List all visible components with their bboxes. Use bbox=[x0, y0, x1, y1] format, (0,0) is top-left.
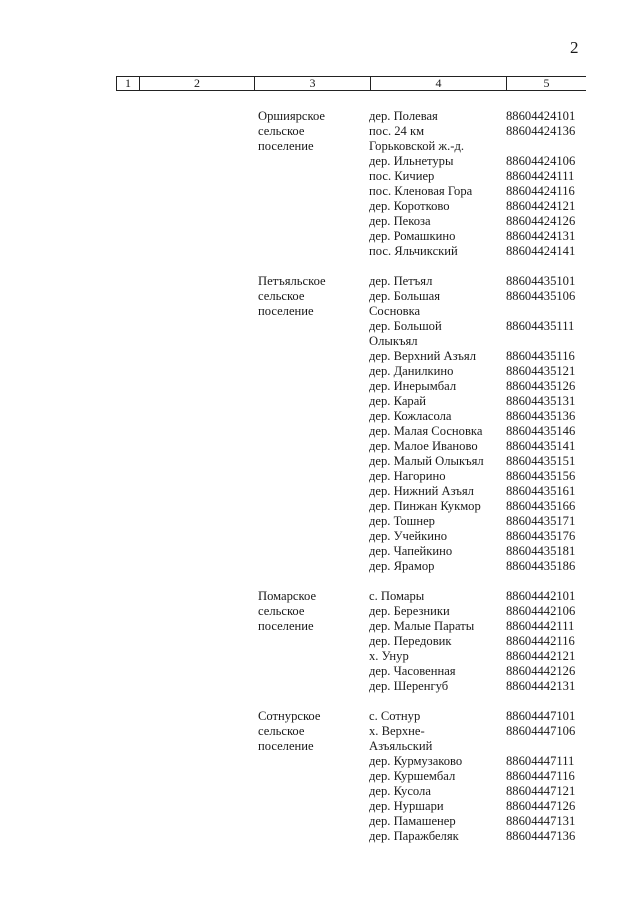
locality-name-line: Горьковской ж.-д. bbox=[369, 139, 465, 153]
column-number-3: 3 bbox=[255, 77, 371, 90]
oktmo-code: 88604442101 bbox=[506, 589, 576, 603]
locality-name-line: пос. Яльчикский bbox=[369, 244, 458, 258]
locality-name-line: дер. Малый Олыкъял bbox=[369, 454, 484, 468]
settlement-name-line: Помарское bbox=[258, 589, 317, 603]
locality-name bbox=[369, 199, 506, 214]
settlement-name-line: Оршиярское bbox=[258, 109, 326, 123]
locality-name bbox=[369, 409, 506, 424]
locality-name-line: х. Унур bbox=[369, 649, 409, 663]
locality-name-line: дер. Часовенная bbox=[369, 664, 456, 678]
oktmo-code: 88604435116 bbox=[506, 349, 575, 363]
locality-name bbox=[369, 154, 506, 169]
oktmo-code: 88604442121 bbox=[506, 649, 576, 663]
locality-name-line: дер. Верхний Азъял bbox=[369, 349, 476, 363]
locality-name-line: дер. Ярамор bbox=[369, 559, 435, 573]
settlement-name-line: сельское bbox=[258, 724, 305, 738]
oktmo-code: 88604447136 bbox=[506, 829, 576, 843]
locality-name bbox=[369, 544, 506, 559]
settlement-name-line: поселение bbox=[258, 619, 314, 633]
oktmo-code: 88604435146 bbox=[506, 424, 576, 438]
oktmo-code: 88604424141 bbox=[506, 244, 576, 258]
locality-name bbox=[369, 289, 506, 319]
locality-name-line: с. Сотнур bbox=[369, 709, 421, 723]
locality-name bbox=[369, 484, 506, 499]
oktmo-code: 88604435186 bbox=[506, 559, 576, 573]
oktmo-code: 88604447121 bbox=[506, 784, 576, 798]
locality-name bbox=[369, 124, 506, 154]
oktmo-code: 88604447106 bbox=[506, 724, 576, 738]
locality-name bbox=[369, 529, 506, 544]
oktmo-code: 88604424111 bbox=[506, 169, 575, 183]
oktmo-code: 88604442106 bbox=[506, 604, 576, 618]
locality-name-line: дер. Карай bbox=[369, 394, 427, 408]
oktmo-code: 88604447131 bbox=[506, 814, 576, 828]
locality-name-line: дер. Нуршари bbox=[369, 799, 444, 813]
oktmo-code: 88604447111 bbox=[506, 754, 575, 768]
oktmo-code: 88604442116 bbox=[506, 634, 575, 648]
locality-name bbox=[369, 499, 506, 514]
oktmo-code: 88604435131 bbox=[506, 394, 576, 408]
settlement-name-line: поселение bbox=[258, 304, 314, 318]
oktmo-code: 88604435121 bbox=[506, 364, 576, 378]
settlement-group bbox=[0, 709, 640, 844]
settlement-group bbox=[0, 274, 640, 574]
locality-name-line: дер. Ильнетуры bbox=[369, 154, 454, 168]
oktmo-code: 88604435161 bbox=[506, 484, 576, 498]
locality-name bbox=[369, 349, 506, 364]
locality-name-line: дер. Кожласола bbox=[369, 409, 452, 423]
oktmo-code: 88604435176 bbox=[506, 529, 576, 543]
locality-name-line: дер. Тошнер bbox=[369, 514, 435, 528]
locality-name-line: дер. Передовик bbox=[369, 634, 452, 648]
locality-name bbox=[369, 169, 506, 184]
locality-name bbox=[369, 709, 506, 724]
locality-name bbox=[369, 754, 506, 769]
oktmo-code: 88604435166 bbox=[506, 499, 576, 513]
locality-name-line: дер. Памашенер bbox=[369, 814, 456, 828]
oktmo-code: 88604447116 bbox=[506, 769, 575, 783]
oktmo-code: 88604435141 bbox=[506, 439, 576, 453]
settlement-name-line: Сотнурское bbox=[258, 709, 321, 723]
locality-name bbox=[369, 514, 506, 529]
locality-name-line: дер. Кусола bbox=[369, 784, 431, 798]
oktmo-code: 88604435111 bbox=[506, 319, 575, 333]
locality-name bbox=[369, 439, 506, 454]
locality-name-line: дер. Паражбеляк bbox=[369, 829, 459, 843]
oktmo-code: 88604424121 bbox=[506, 199, 576, 213]
locality-name-line: Олыкъял bbox=[369, 334, 418, 348]
oktmo-code: 88604442131 bbox=[506, 679, 576, 693]
locality-name bbox=[369, 454, 506, 469]
locality-name-line: дер. Березники bbox=[369, 604, 450, 618]
locality-name bbox=[369, 589, 506, 604]
column-number-2: 2 bbox=[140, 77, 255, 90]
locality-name-line: дер. Пинжан Кукмор bbox=[369, 499, 481, 513]
locality-name-line: дер. Куршембал bbox=[369, 769, 456, 783]
locality-name bbox=[369, 679, 506, 694]
locality-name-line: х. Верхне- bbox=[369, 724, 425, 738]
locality-name bbox=[369, 769, 506, 784]
settlement-name bbox=[258, 589, 369, 634]
locality-name-line: Азъяльский bbox=[369, 739, 433, 753]
locality-name bbox=[369, 364, 506, 379]
locality-name bbox=[369, 214, 506, 229]
locality-name-line: дер. Курмузаково bbox=[369, 754, 463, 768]
oktmo-code: 88604447126 bbox=[506, 799, 576, 813]
locality-name bbox=[369, 274, 506, 289]
locality-name-line: дер. Большой bbox=[369, 319, 442, 333]
locality-name-line: дер. Данилкино bbox=[369, 364, 454, 378]
column-number-5: 5 bbox=[543, 76, 550, 90]
locality-name bbox=[369, 469, 506, 484]
settlement-name-line: сельское bbox=[258, 604, 305, 618]
settlement-name-line: Петъяльское bbox=[258, 274, 326, 288]
locality-name bbox=[369, 799, 506, 814]
locality-name-line: дер. Ромашкино bbox=[369, 229, 456, 243]
locality-name-line: дер. Малое Иваново bbox=[369, 439, 478, 453]
oktmo-code: 88604435151 bbox=[506, 454, 576, 468]
oktmo-code: 88604442111 bbox=[506, 619, 575, 633]
oktmo-code: 88604435156 bbox=[506, 469, 576, 483]
locality-name-line: дер. Петъял bbox=[369, 274, 433, 288]
oktmo-code: 88604435171 bbox=[506, 514, 576, 528]
locality-name bbox=[369, 829, 506, 844]
locality-name bbox=[369, 229, 506, 244]
locality-name-line: дер. Инерымбал bbox=[369, 379, 457, 393]
settlement-name bbox=[258, 274, 369, 319]
page-number: 2 bbox=[570, 38, 579, 57]
locality-name bbox=[369, 649, 506, 664]
oktmo-code: 88604447101 bbox=[506, 709, 576, 723]
settlement-name bbox=[258, 709, 369, 754]
locality-name-line: дер. Шеренгуб bbox=[369, 679, 449, 693]
locality-name-line: пос. 24 км bbox=[369, 124, 425, 138]
locality-name-line: дер. Пекоза bbox=[369, 214, 431, 228]
settlement-name-line: поселение bbox=[258, 739, 314, 753]
oktmo-code: 88604435101 bbox=[506, 274, 576, 288]
locality-name-line: дер. Коротково bbox=[369, 199, 450, 213]
locality-name-line: пос. Кичиер bbox=[369, 169, 435, 183]
locality-name-line: дер. Нижний Азъял bbox=[369, 484, 474, 498]
locality-name bbox=[369, 109, 506, 124]
oktmo-code: 88604442126 bbox=[506, 664, 576, 678]
locality-name bbox=[369, 784, 506, 799]
locality-name bbox=[369, 814, 506, 829]
locality-name bbox=[369, 394, 506, 409]
oktmo-code: 88604424131 bbox=[506, 229, 576, 243]
locality-name bbox=[369, 184, 506, 199]
locality-name-line: пос. Кленовая Гора bbox=[369, 184, 473, 198]
locality-name-line: дер. Чапейкино bbox=[369, 544, 453, 558]
locality-name-line: дер. Малая Сосновка bbox=[369, 424, 483, 438]
oktmo-code: 88604435126 bbox=[506, 379, 576, 393]
oktmo-code: 88604424106 bbox=[506, 154, 576, 168]
settlement-name-line: поселение bbox=[258, 139, 314, 153]
locality-name-line: дер. Полевая bbox=[369, 109, 438, 123]
locality-name bbox=[369, 244, 506, 259]
locality-name bbox=[369, 724, 506, 754]
locality-name-line: с. Помары bbox=[369, 589, 425, 603]
locality-name bbox=[369, 424, 506, 439]
settlement-name bbox=[258, 109, 369, 154]
settlement-table-body bbox=[0, 109, 640, 844]
settlement-name-line: сельское bbox=[258, 289, 305, 303]
oktmo-code: 88604435136 bbox=[506, 409, 576, 423]
oktmo-code: 88604424101 bbox=[506, 109, 576, 123]
column-number-4: 4 bbox=[371, 77, 507, 90]
locality-name-line: дер. Нагорино bbox=[369, 469, 446, 483]
locality-name bbox=[369, 379, 506, 394]
oktmo-code: 88604424136 bbox=[506, 124, 576, 138]
locality-name bbox=[369, 664, 506, 679]
locality-name bbox=[369, 559, 506, 574]
locality-name bbox=[369, 634, 506, 649]
locality-name bbox=[369, 619, 506, 634]
settlement-name-line: сельское bbox=[258, 124, 305, 138]
column-number-1: 1 bbox=[117, 77, 140, 90]
oktmo-code: 88604435106 bbox=[506, 289, 576, 303]
oktmo-code: 88604424116 bbox=[506, 184, 575, 198]
locality-name bbox=[369, 319, 506, 349]
locality-name-line: дер. Учейкино bbox=[369, 529, 448, 543]
settlement-group bbox=[0, 109, 640, 259]
column-number-header bbox=[116, 76, 586, 91]
locality-name-line: дер. Малые Параты bbox=[369, 619, 475, 633]
locality-name-line: Сосновка bbox=[369, 304, 421, 318]
oktmo-code: 88604435181 bbox=[506, 544, 576, 558]
locality-name bbox=[369, 604, 506, 619]
settlement-group bbox=[0, 589, 640, 694]
locality-name-line: дер. Большая bbox=[369, 289, 441, 303]
oktmo-code: 88604424126 bbox=[506, 214, 576, 228]
